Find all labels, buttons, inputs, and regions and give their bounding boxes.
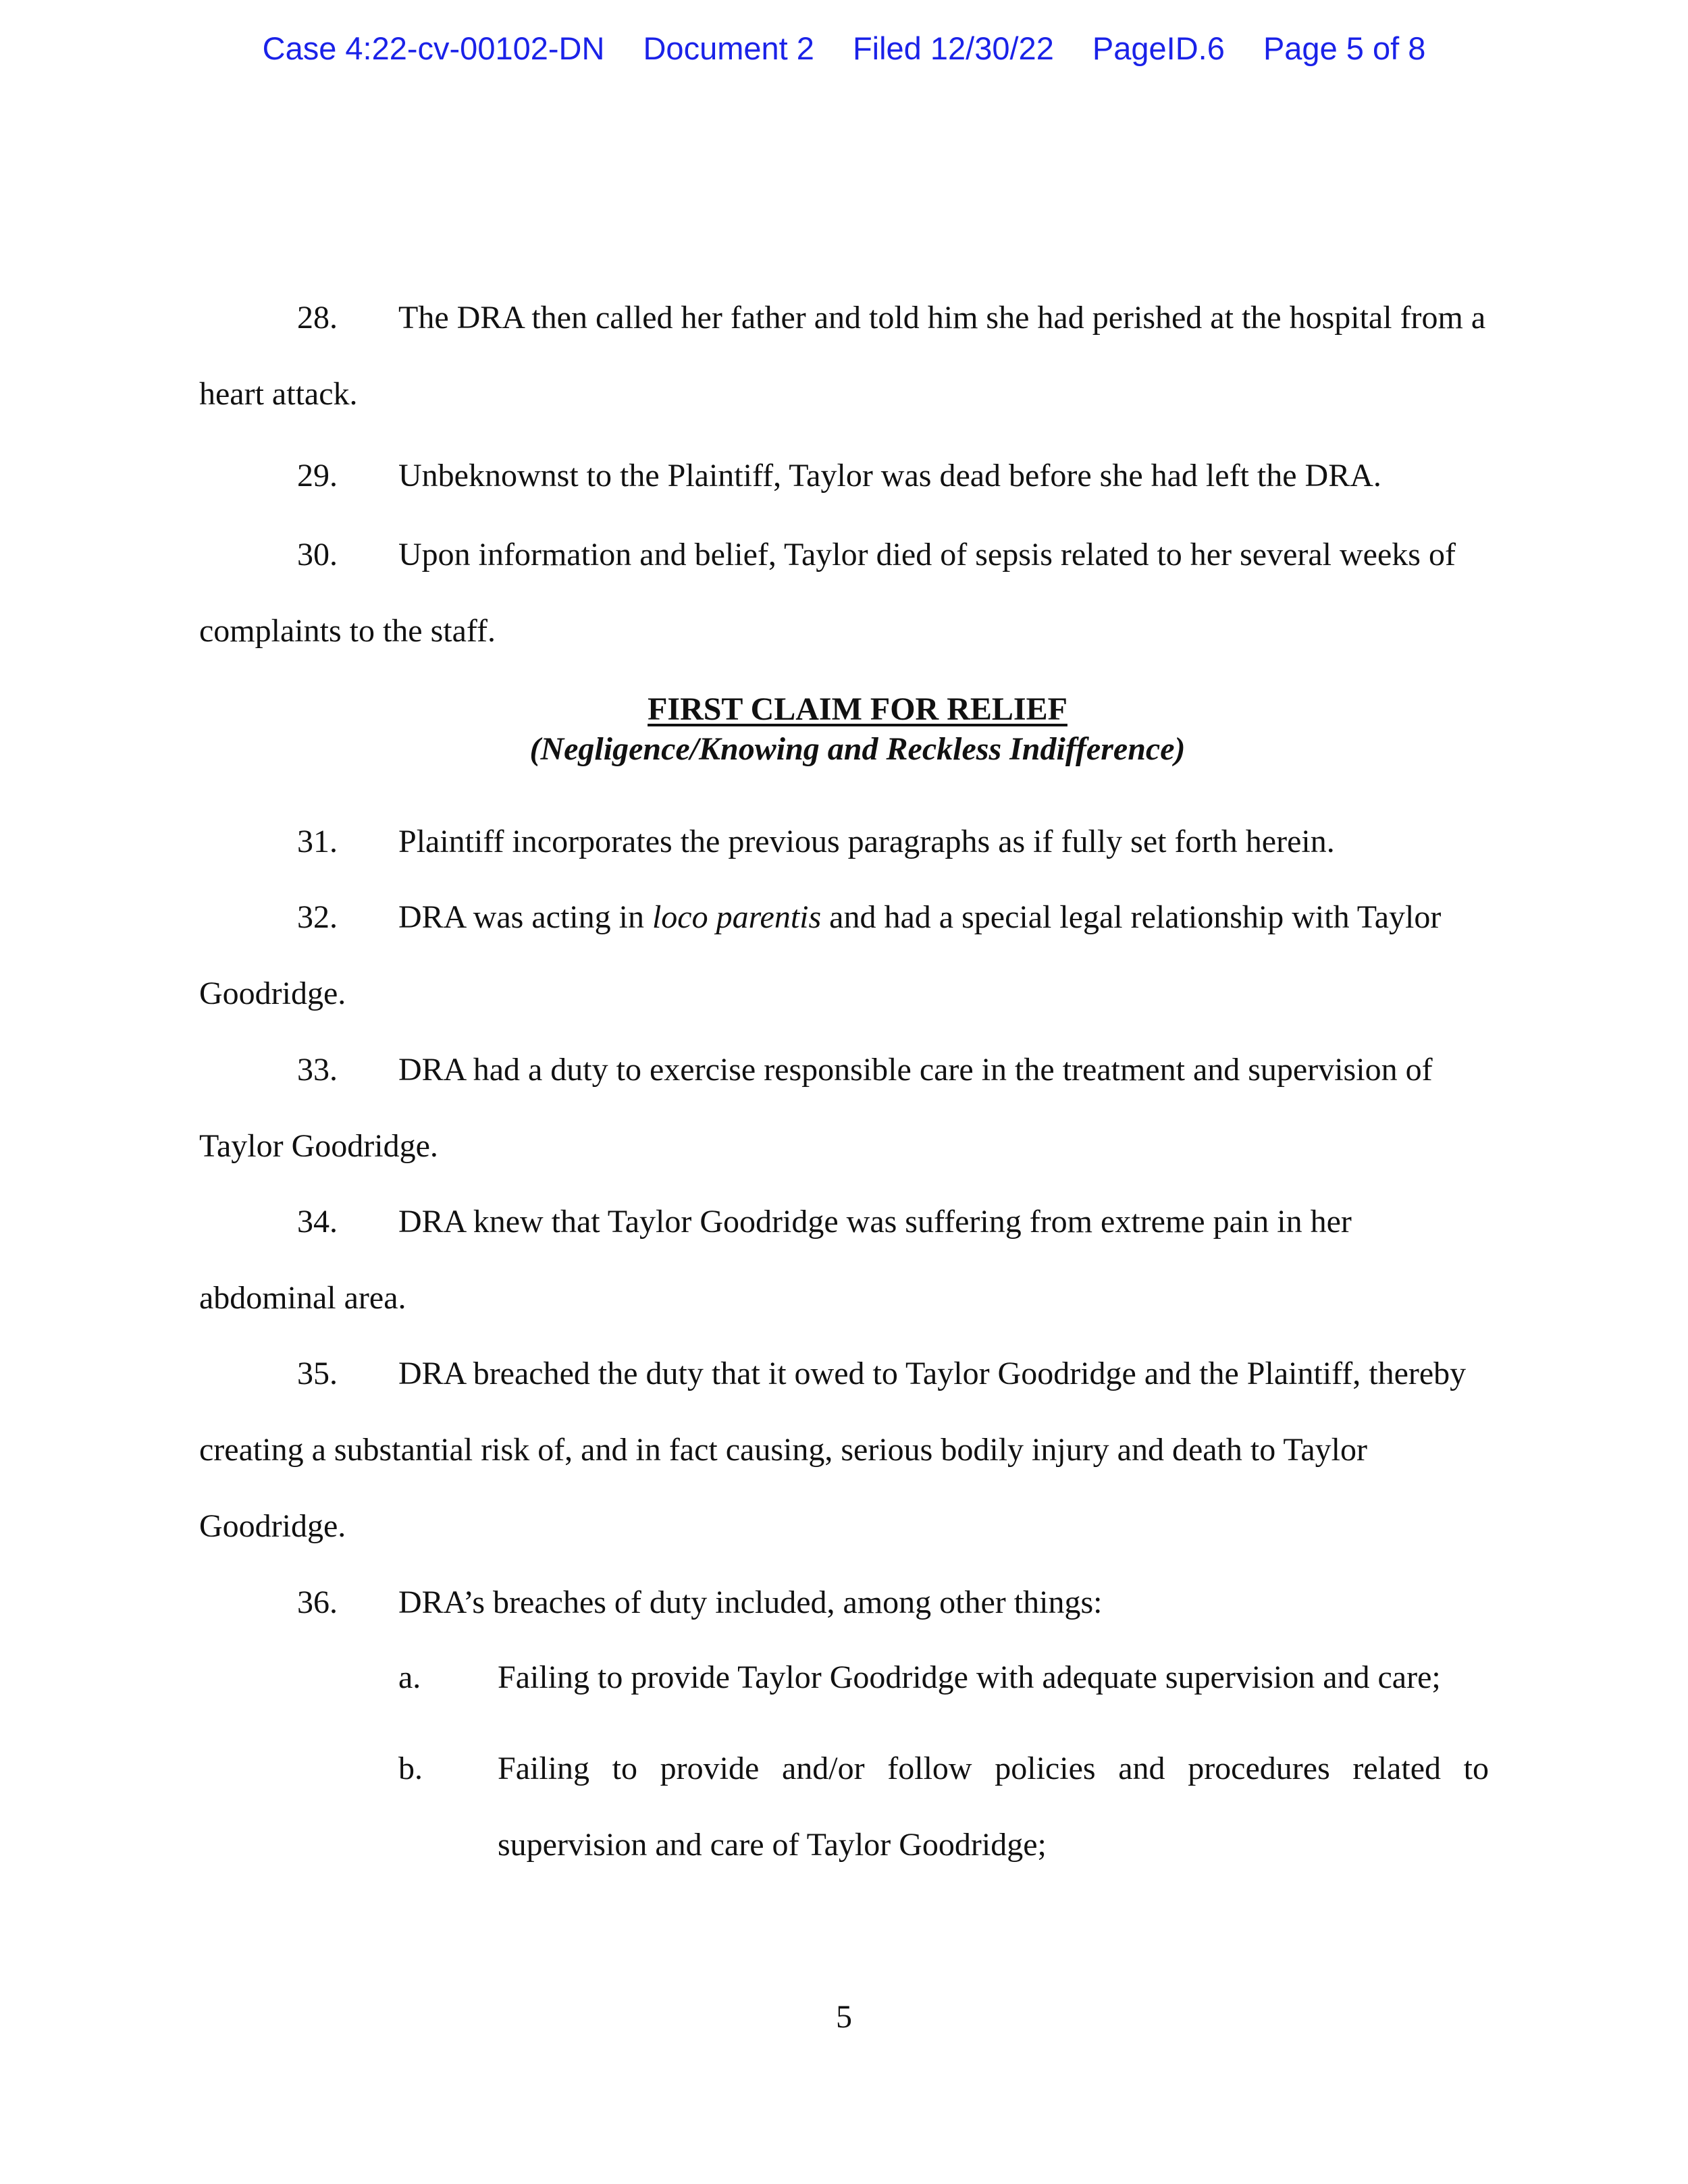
paragraph-text: Plaintiff incorporates the previous paragraphs as if fully set forth herein. bbox=[398, 824, 1335, 859]
paragraph-33 bbox=[199, 1032, 1489, 1184]
subitem-letter: a. bbox=[398, 1659, 421, 1695]
page-of: Page 5 of 8 bbox=[1263, 30, 1426, 66]
case-number: Case 4:22-cv-00102-DN bbox=[262, 30, 605, 66]
filed-date: Filed 12/30/22 bbox=[852, 30, 1054, 66]
paragraph-number: 35. bbox=[297, 1356, 338, 1391]
subitem-text: Failing to provide Taylor Goodridge with adequate supervision and care; bbox=[498, 1659, 1441, 1695]
subitem-letter: b. bbox=[398, 1751, 423, 1786]
paragraph-text: DRA’s breaches of duty included, among other things: bbox=[398, 1584, 1103, 1620]
document-number: Document 2 bbox=[643, 30, 814, 66]
subitem-b bbox=[398, 1730, 1489, 1883]
paragraph-number: 36. bbox=[297, 1584, 338, 1620]
subitem-a bbox=[398, 1639, 1489, 1715]
paragraph-34 bbox=[199, 1183, 1489, 1336]
paragraph-number: 30. bbox=[297, 537, 338, 572]
paragraph-28 bbox=[199, 279, 1489, 432]
page-id: PageID.6 bbox=[1092, 30, 1225, 66]
paragraph-29 bbox=[199, 437, 1489, 514]
paragraph-text bbox=[199, 879, 1489, 1032]
paragraph-number: 28. bbox=[297, 300, 338, 336]
section-title: FIRST CLAIM FOR RELIEF bbox=[648, 691, 1067, 727]
paragraph-text: Unbeknownst to the Plaintiff, Taylor was dead before she had left the DRA. bbox=[398, 458, 1381, 494]
page-number: 5 bbox=[836, 1999, 852, 2035]
text-before-italic: DRA was acting in bbox=[398, 899, 652, 935]
subitem-text: Failing to provide and/or follow policies and procedures related to supervision and care of Taylor Goodridge; bbox=[498, 1751, 1489, 1863]
paragraph-number: 29. bbox=[297, 458, 338, 494]
paragraph-text: Upon information and belief, Taylor died of sepsis related to her several weeks of complaints to the staff. bbox=[199, 537, 1456, 649]
paragraph-31 bbox=[199, 803, 1489, 880]
section-subtitle: (Negligence/Knowing and Reckless Indifference) bbox=[529, 731, 1186, 767]
court-header bbox=[0, 30, 1688, 67]
paragraph-36 bbox=[199, 1564, 1489, 1641]
paragraph-30 bbox=[199, 516, 1489, 669]
paragraph-text: The DRA then called her father and told him she had perished at the hospital from a heart attack. bbox=[199, 300, 1486, 412]
text-after-italic: and had a special legal relationship with Taylor Goodridge. bbox=[199, 899, 1442, 1011]
section-heading bbox=[101, 691, 1614, 768]
paragraph-number: 31. bbox=[297, 824, 338, 859]
paragraph-text: DRA had a duty to exercise responsible care in the treatment and supervision of Taylor Goodridge. bbox=[199, 1052, 1433, 1164]
paragraph-number: 33. bbox=[297, 1052, 338, 1088]
paragraph-number: 32. bbox=[297, 899, 338, 935]
paragraph-32 bbox=[199, 879, 1489, 1032]
paragraph-text: DRA breached the duty that it owed to Taylor Goodridge and the Plaintiff, thereby creating a substantial risk of, and in fact causing, serious bodily injury and death to Taylor Goodridge. bbox=[199, 1356, 1467, 1544]
paragraph-number: 34. bbox=[297, 1204, 338, 1240]
paragraph-text: DRA knew that Taylor Goodridge was suffering from extreme pain in her abdominal area. bbox=[199, 1204, 1352, 1316]
latin-term: loco parentis bbox=[652, 899, 822, 935]
paragraph-35 bbox=[199, 1335, 1489, 1564]
